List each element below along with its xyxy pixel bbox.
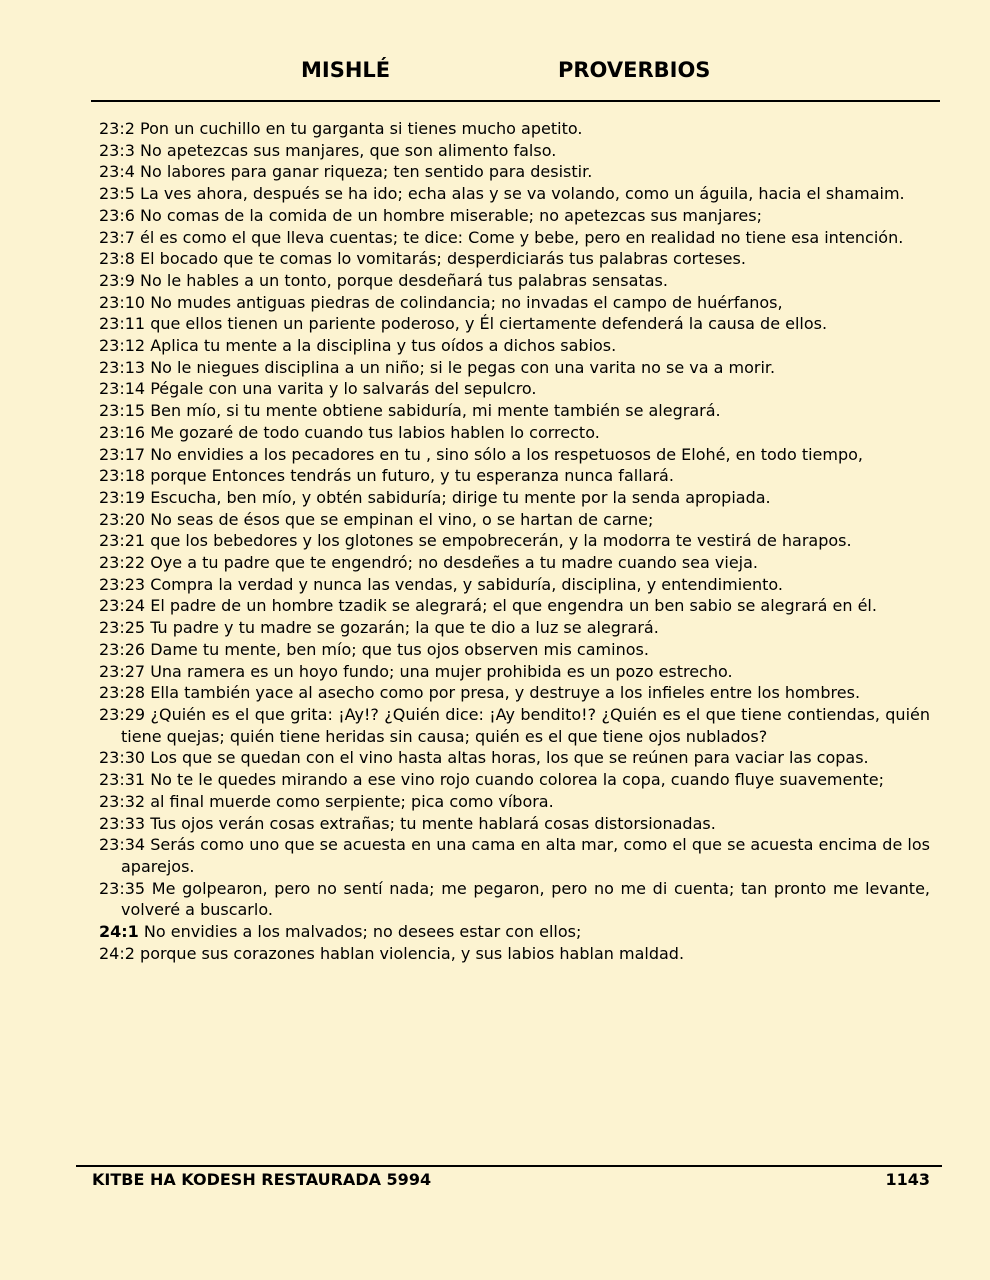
verse-item: [99, 400, 930, 422]
verse-item: [99, 444, 930, 466]
verse-reference: 23:35: [99, 878, 146, 898]
verse-item: [99, 487, 930, 509]
verse-text: Dame tu mente, ben mío; que tus ojos observen mis caminos.: [150, 639, 649, 659]
verse-reference: 23:3: [99, 140, 135, 160]
verse-text: Compra la verdad y nunca las vendas, y sabiduría, disciplina, y entendimiento.: [150, 574, 783, 594]
verse-item: [99, 183, 930, 205]
verse-reference: 23:25: [99, 618, 146, 638]
verse-reference: 23:10: [99, 292, 146, 312]
verse-reference: 23:17: [99, 444, 146, 464]
verse-text: No mudes antiguas piedras de colindancia; no invadas el campo de huérfanos,: [150, 292, 783, 312]
verse-item: [99, 747, 930, 769]
verse-text: No envidies a los pecadores en tu , sino sólo a los respetuosos de Elohé, en todo tiempo,: [150, 444, 864, 464]
verse-text: Una ramera es un hoyo fundo; una mujer prohibida es un pozo estrecho.: [150, 661, 733, 681]
verse-text: Aplica tu mente a la disciplina y tus oídos a dichos sabios.: [150, 336, 617, 356]
verse-reference: 23:19: [99, 487, 146, 507]
page-header: [92, 58, 940, 90]
verse-text: No comas de la comida de un hombre miserable; no apetezcas sus manjares;: [140, 205, 762, 225]
verse-item: [99, 227, 930, 249]
verse-reference: 23:21: [99, 531, 146, 551]
verse-reference: 23:24: [99, 596, 146, 616]
verse-reference: 23:33: [99, 813, 146, 833]
verse-reference: 23:8: [99, 249, 135, 269]
verse-text: Pon un cuchillo en tu garganta si tienes mucho apetito.: [140, 119, 583, 138]
verse-item: [99, 769, 930, 791]
verse-text: al final muerde como serpiente; pica como víbora.: [150, 791, 554, 811]
verse-item: [99, 465, 930, 487]
page-footer: [92, 1170, 930, 1194]
verse-reference: 23:26: [99, 639, 146, 659]
verse-reference: 23:16: [99, 422, 146, 442]
verse-reference: 24:2: [99, 943, 135, 963]
verse-text: No le niegues disciplina a un niño; si le pegas con una varita no se va a morir.: [150, 357, 776, 377]
footer-title: KITBE HA KODESH RESTAURADA 5994: [92, 1170, 432, 1189]
verse-text: La ves ahora, después se ha ido; echa alas y se va volando, como un águila, hacia el shamaim.: [140, 184, 905, 204]
verse-text: él es como el que lleva cuentas; te dice: Come y bebe, pero en realidad no tiene esa intención.: [140, 227, 904, 247]
verse-text: ¿Quién es el que grita: ¡Ay!? ¿Quién dice: ¡Ay bendito!? ¿Quién es el que tiene contiendas, quién tiene quejas; quién tiene heridas sin causa; quién es el que tiene ojos nublados?: [121, 704, 931, 746]
book-title-spanish: PROVERBIOS: [558, 58, 711, 82]
verse-reference: 23:5: [99, 184, 135, 204]
verse-item: [99, 834, 930, 877]
verse-item: [99, 574, 930, 596]
verse-reference: 23:6: [99, 205, 135, 225]
verse-text: No te le quedes mirando a ese vino rojo cuando colorea la copa, cuando fluye suavemente;: [150, 770, 884, 790]
verse-text: Tus ojos verán cosas extrañas; tu mente hablará cosas distorsionadas.: [150, 813, 716, 833]
verse-item: [99, 661, 930, 683]
verse-item: [99, 270, 930, 292]
verse-item: [99, 617, 930, 639]
verse-text: No envidies a los malvados; no desees estar con ellos;: [143, 922, 582, 942]
verse-text: que los bebedores y los glotones se empobrecerán, y la modorra te vestirá de harapos.: [150, 531, 852, 551]
verse-reference: 23:22: [99, 553, 146, 573]
verse-item: [99, 595, 930, 617]
verse-text: Oye a tu padre que te engendró; no desdeñes a tu madre cuando sea vieja.: [150, 553, 758, 573]
verse-item: [99, 943, 930, 965]
verse-text: Escucha, ben mío, y obtén sabiduría; dirige tu mente por la senda apropiada.: [150, 487, 771, 507]
verse-item: [99, 205, 930, 227]
verse-reference: 23:30: [99, 748, 146, 768]
verse-item: [99, 313, 930, 335]
verse-text: Me gozaré de todo cuando tus labios hablen lo correcto.: [150, 422, 600, 442]
verse-text: No le hables a un tonto, porque desdeñará tus palabras sensatas.: [140, 270, 668, 290]
verse-text: No apetezcas sus manjares, que son alimento falso.: [140, 140, 557, 160]
verse-text: Ella también yace al asecho como por presa, y destruye a los infieles entre los hombres.: [150, 683, 861, 703]
verse-item: [99, 378, 930, 400]
verse-reference: 23:7: [99, 227, 135, 247]
verse-item: [99, 161, 930, 183]
verse-text: Serás como uno que se acuesta en una cama en alta mar, como el que se acuesta encima de los aparejos.: [121, 835, 931, 876]
verse-item: [99, 639, 930, 661]
verse-reference: 23:4: [99, 162, 135, 182]
verse-item: [99, 552, 930, 574]
verse-reference: 23:2: [99, 119, 135, 138]
verse-item: [99, 509, 930, 531]
verse-reference: 23:29: [99, 704, 146, 724]
verse-text: que ellos tienen un pariente poderoso, y Él ciertamente defenderá la causa de ellos.: [150, 314, 828, 334]
verse-item: [99, 878, 930, 921]
verse-reference: 23:15: [99, 401, 146, 421]
verse-item: [99, 292, 930, 314]
verse-text: El padre de un hombre tzadik se alegrará; el que engendra un ben sabio se alegrará en él.: [150, 596, 877, 616]
verse-reference: 23:23: [99, 574, 146, 594]
verse-reference: 24:1: [99, 922, 139, 942]
verse-text: No seas de ésos que se empinan el vino, o se hartan de carne;: [150, 509, 654, 529]
verse-item: [99, 357, 930, 379]
verse-reference: 23:32: [99, 791, 146, 811]
verse-text: No labores para ganar riqueza; ten sentido para desistir.: [140, 162, 593, 182]
verse-item: [99, 118, 930, 140]
verse-item: [99, 140, 930, 162]
verse-item: [99, 248, 930, 270]
verse-reference: 23:27: [99, 661, 146, 681]
verse-item: [99, 921, 930, 943]
verse-text: Tu padre y tu madre se gozarán; la que te dio a luz se alegrará.: [150, 618, 659, 638]
verse-item: [99, 813, 930, 835]
footer-divider: [76, 1165, 942, 1167]
verse-reference: 23:11: [99, 314, 146, 334]
verse-text: Los que se quedan con el vino hasta altas horas, los que se reúnen para vaciar las copas.: [150, 748, 869, 768]
verse-reference: 23:13: [99, 357, 146, 377]
verse-item: [99, 682, 930, 704]
verse-text: Me golpearon, pero no sentí nada; me pegaron, pero no me di cuenta; tan pronto me levante, volveré a buscarlo.: [121, 878, 930, 920]
verse-reference: 23:18: [99, 466, 146, 486]
verse-text: El bocado que te comas lo vomitarás; desperdiciarás tus palabras corteses.: [140, 249, 746, 269]
verse-item: [99, 422, 930, 444]
verse-reference: 23:31: [99, 770, 146, 790]
verse-item: [99, 704, 930, 747]
verse-text: porque Entonces tendrás un futuro, y tu esperanza nunca fallará.: [150, 466, 674, 486]
book-title-hebrew: MISHLÉ: [301, 58, 391, 82]
verse-reference: 23:34: [99, 835, 146, 855]
verse-reference: 23:28: [99, 683, 146, 703]
verse-text: Ben mío, si tu mente obtiene sabiduría, mi mente también se alegrará.: [150, 401, 721, 421]
verse-item: [99, 530, 930, 552]
verse-item: [99, 335, 930, 357]
verse-list: [99, 118, 930, 964]
page-number: 1143: [885, 1170, 930, 1189]
verse-text: porque sus corazones hablan violencia, y sus labios hablan maldad.: [140, 943, 685, 963]
verse-reference: 23:20: [99, 509, 146, 529]
verse-reference: 23:9: [99, 270, 135, 290]
header-divider: [91, 100, 940, 102]
verse-text: Pégale con una varita y lo salvarás del sepulcro.: [150, 379, 537, 399]
verse-reference: 23:14: [99, 379, 146, 399]
verse-reference: 23:12: [99, 336, 146, 356]
verse-item: [99, 791, 930, 813]
